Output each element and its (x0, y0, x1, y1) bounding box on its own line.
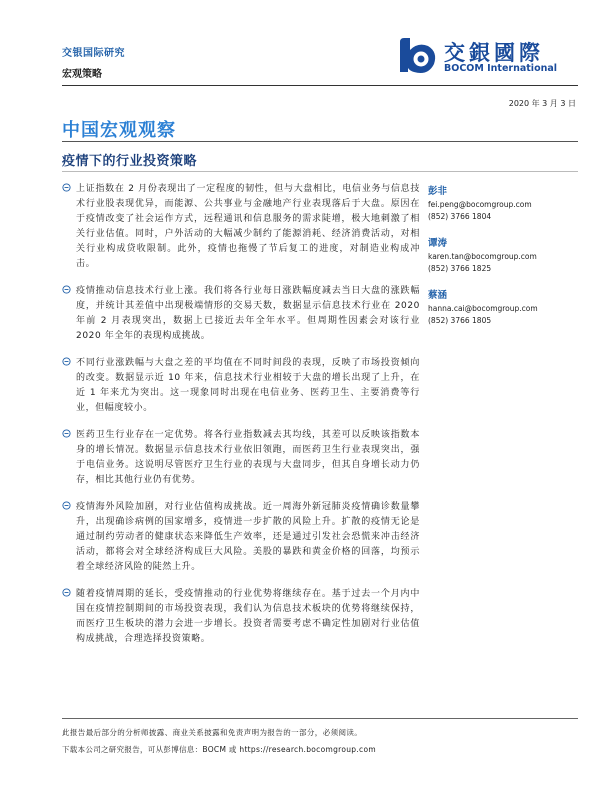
org-name: 交银国际研究 (62, 48, 125, 59)
paragraph (62, 500, 420, 575)
analyst-phone: (852) 3766 1825 (428, 264, 492, 273)
bocom-logo (396, 36, 576, 76)
analyst-email[interactable]: hanna.cai@bocomgroup.com (428, 304, 538, 313)
paragraph (62, 587, 420, 647)
circle-minus-bullet-icon (62, 429, 71, 438)
circle-minus-bullet-icon (62, 183, 71, 192)
header-org-block (62, 44, 125, 80)
circle-minus-bullet-icon (62, 501, 71, 510)
analyst-phone: (852) 3766 1804 (428, 212, 492, 221)
paragraph-text: 医药卫生行业存在一定优势。将各行业指数减去其均线，其差可以反映该指数本身的增长情况。数据显示信息技术行业依旧领跑，而医药卫生行业表现突出，强于电信业务。这说明尽管医疗卫生行业的表现与大盘同步，但其自身增长动力仍存，相比其他行业仍有优势。 (76, 430, 420, 485)
report-title: 中国宏观观察 (62, 120, 176, 141)
analyst-sidebar (428, 183, 578, 339)
title-divider (62, 141, 578, 142)
analyst-name: 谭涛 (428, 238, 448, 249)
report-subtitle: 疫情下的行业投资策略 (62, 154, 198, 169)
circle-minus-bullet-icon (62, 285, 71, 294)
bocom-logo-icon (396, 36, 440, 76)
paragraph-text: 不同行业涨跌幅与大盘之差的平均值在不同时间段的表现，反映了市场投资倾向的改变。数据显示近 10 年来，信息技术行业相较于大盘的增长出现了上升，在近 1 年来尤为突出。这一现象同时出现在电信业务、医药卫生、主要消费等行业，但幅度较小。 (76, 358, 420, 413)
paragraph (62, 356, 420, 416)
dept-name: 宏观策略 (62, 69, 102, 80)
analyst-card (428, 183, 578, 223)
analyst-card (428, 235, 578, 275)
paragraph-text: 疫情推动信息技术行业上涨。我们将各行业每日涨跌幅度减去当日大盘的涨跌幅度，并统计其差值中出现极端情形的交易天数，数据显示信息技术行业在 2020 年前 2 月表现突出，数据上已接近去年全年水平。但周期性因素会对该行业 2020 年全年的表现构成挑战。 (76, 286, 420, 341)
analyst-email[interactable]: fei.peng@bocomgroup.com (428, 200, 532, 209)
header-divider (62, 85, 578, 86)
analyst-email[interactable]: karen.tan@bocomgroup.com (428, 252, 537, 261)
report-date: 2020 年 3 月 3 日 (508, 99, 576, 108)
logo-english-text: BOCOM International (444, 63, 558, 74)
paragraph-text: 疫情海外风险加剧，对行业估值构成挑战。近一周海外新冠肺炎疫情确诊数量攀升，出现确诊病例的国家增多，疫情进一步扩散的风险上升。扩散的疫情无论是通过制约劳动者的健康状态来降低生产效率，还是通过引发社会恐慌来冲击经济活动，都将会对全球经济构成巨大风险。美股的暴跌和黄金价格的回落，均预示着全球经济风险的陡然上升。 (76, 502, 420, 572)
subtitle-divider (62, 171, 578, 172)
paragraph (62, 428, 420, 488)
paragraph-text: 随着疫情周期的延长，受疫情推动的行业优势将继续存在。基于过去一个月内中国在疫情控制期间的市场投资表现，我们认为信息技术板块的优势将继续保持，而医疗卫生板块的潜力会进一步增长。投资者需要考虑不确定性加剧对行业估值构成挑战，合理选择投资策略。 (76, 589, 420, 644)
report-body (62, 182, 420, 659)
paragraph-text: 上证指数在 2 月份表现出了一定程度的韧性，但与大盘相比，电信业务与信息技术行业股表现优异，而能源、公共事业与金融地产行业表现落后于大盘。原因在于疫情改变了社会运作方式，远程通讯和信息服务的需求陡增，极大地刺激了相关行业估值。同时，户外活动的大幅减少制约了能源消耗、经济消费活动，对相关行业构成贷收限制。此外，疫情也拖慢了节后复工的进度，对制造业构成冲击。 (76, 184, 420, 269)
analyst-name: 蔡涵 (428, 290, 448, 301)
footer-disclaimer: 此报告最后部分的分析师披露、商业关系披露和免责声明为报告的一部分，必须阅读。 (62, 728, 363, 737)
analyst-name: 彭非 (428, 186, 448, 197)
paragraph (62, 182, 420, 272)
paragraph (62, 284, 420, 344)
circle-minus-bullet-icon (62, 588, 71, 597)
circle-minus-bullet-icon (62, 357, 71, 366)
footer-download-note[interactable]: 下载本公司之研究报告，可从彭博信息：BOCM 或 https://research.bocomgroup.com (62, 745, 376, 754)
analyst-card (428, 287, 578, 327)
logo-chinese-text: 交銀國際 (444, 40, 544, 65)
footer-divider (62, 718, 578, 719)
analyst-phone: (852) 3766 1805 (428, 316, 492, 325)
